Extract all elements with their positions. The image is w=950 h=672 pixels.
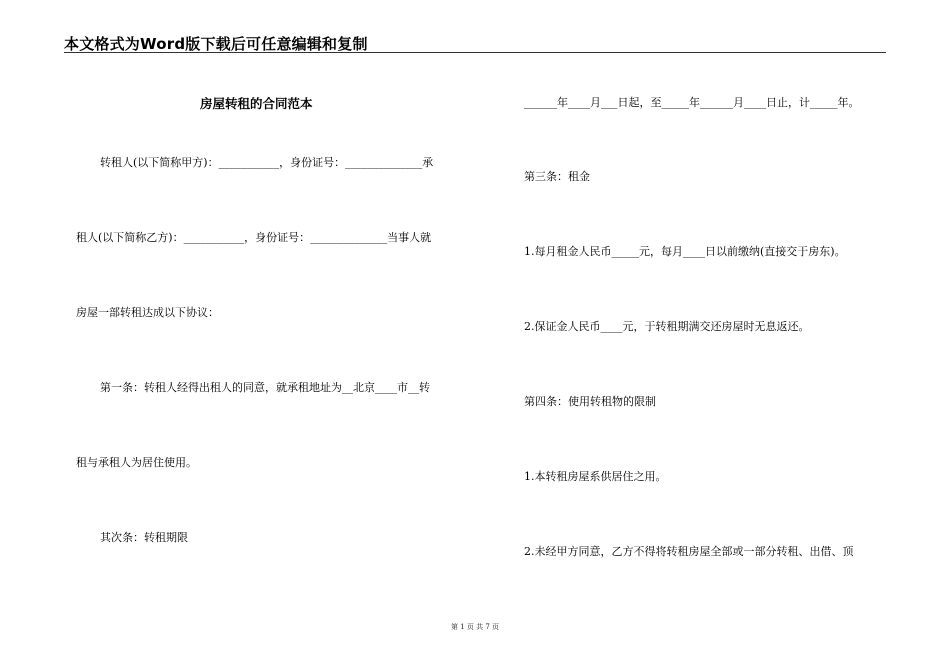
left-paragraph-line: 租与承租人为居住使用。 [76, 456, 197, 469]
page-number: 第 1 页 共 7 页 [450, 623, 500, 631]
header-divider [64, 52, 886, 53]
left-paragraph-line: 第一条：转租人经得出租人的同意，就承租地址为__北京____市__转 [100, 381, 430, 394]
left-paragraph-line: 房屋一部转租达成以下协议： [76, 306, 219, 319]
right-paragraph-line: 第四条：使用转租物的限制 [524, 395, 656, 408]
right-paragraph-line: 1.本转租房屋系供居住之用。 [524, 470, 667, 483]
right-paragraph-line: 第三条：租金 [524, 170, 590, 183]
document-title: 房屋转租的合同范本 [200, 96, 313, 111]
right-paragraph-line: 2.未经甲方同意，乙方不得将转租房屋全部或一部分转租、出借、顶 [524, 545, 854, 558]
left-paragraph-line: 转租人(以下简称甲方)：___________，身份证号：______________承 [100, 156, 434, 169]
left-paragraph-line: 其次条：转租期限 [100, 531, 188, 544]
left-paragraph-line: 租人(以下简称乙方)：___________，身份证号：______________当事人就 [76, 231, 432, 244]
right-paragraph-line: 1.每月租金人民币_____元，每月____日以前缴纳(直接交于房东)。 [524, 245, 846, 258]
right-paragraph-line: ______年____月___日起，至_____年______月____日止，计_____年。 [524, 96, 860, 109]
right-paragraph-line: 2.保证金人民币____元，于转租期满交还房屋时无息返还。 [524, 320, 810, 333]
page-header: 本文格式为Word版下载后可任意编辑和复制 [64, 35, 368, 53]
